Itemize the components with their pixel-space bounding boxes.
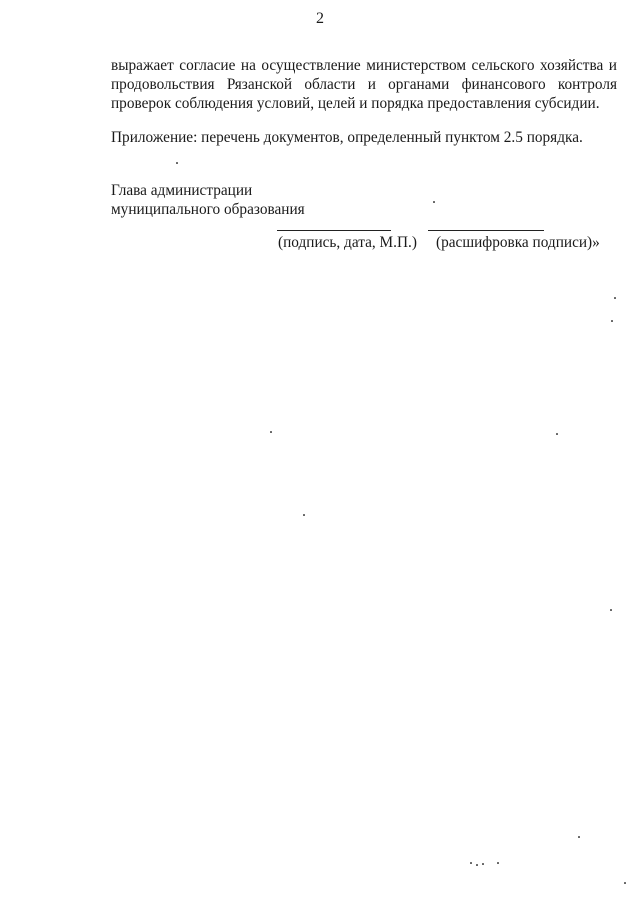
scan-speck [611,320,613,322]
signature-decoding-caption: (расшифровка подписи)» [436,234,600,251]
scan-speck [270,431,272,433]
attachment-paragraph: Приложение: перечень документов, определенный пунктом 2.5 порядка. [111,129,583,146]
scan-speck [176,162,178,164]
scan-speck [433,201,435,203]
signer-title-line-2: муниципального образования [111,201,305,218]
scan-speck [614,297,616,299]
signature-line [277,230,391,231]
scan-speck [624,882,626,884]
scan-speck [497,862,499,864]
page-number: 2 [316,10,324,27]
scan-speck [482,863,484,865]
scan-speck [578,836,580,838]
signer-block [111,181,305,219]
signer-title-line-1: Глава администрации [111,182,253,199]
signature-caption: (подпись, дата, М.П.) [278,234,417,251]
consent-paragraph: выражает согласие на осуществление министерством сельского хозяйства и продовольствия Рязанской области и органами финансового контроля проверок соблюдения условий, целей и порядка предоставления субсидии. [111,57,617,112]
signature-decoding-line [428,230,544,231]
scan-speck [556,433,558,435]
scan-speck [470,862,472,864]
scan-speck [476,864,478,866]
scan-speck [303,514,305,516]
scan-speck [610,609,612,611]
